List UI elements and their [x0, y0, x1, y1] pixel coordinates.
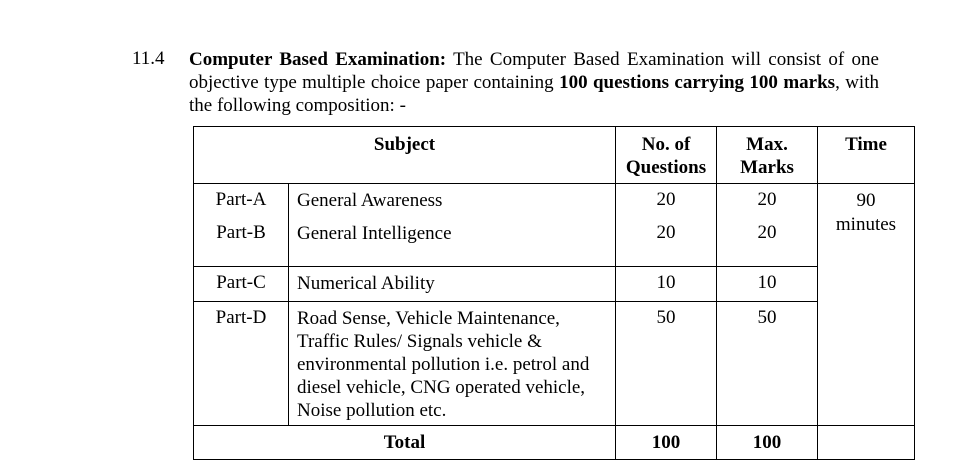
time-unit: minutes: [835, 214, 897, 235]
row-questions: 50: [616, 302, 717, 426]
table-row: [194, 184, 915, 217]
paragraph-bold-1: 100 questions carrying 100 marks: [559, 72, 836, 93]
paragraph-text-1: The Computer Based Examination will consist of one objective type multiple choice paper containing: [189, 49, 879, 93]
header-questions-line2: Questions: [625, 157, 707, 178]
time-cell: [818, 184, 915, 426]
section-number: 11.4: [132, 48, 165, 69]
row-questions: 20: [616, 217, 717, 267]
row-questions: 20: [616, 184, 717, 217]
header-marks: [717, 127, 818, 184]
total-label: Total: [194, 426, 616, 460]
header-questions: [616, 127, 717, 184]
total-time: [818, 426, 915, 460]
total-marks: 100: [717, 426, 818, 460]
row-part: Part-C: [194, 267, 289, 302]
row-marks: 20: [717, 217, 818, 267]
table-row: [194, 302, 915, 426]
row-subject: Numerical Ability: [289, 267, 616, 302]
composition-table: [193, 126, 915, 460]
header-subject: Subject: [194, 127, 616, 184]
table-row: [194, 217, 915, 267]
row-marks: 10: [717, 267, 818, 302]
total-questions: 100: [616, 426, 717, 460]
row-subject: General Intelligence: [289, 217, 616, 267]
row-part: Part-D: [194, 302, 289, 426]
section-paragraph: [189, 48, 879, 117]
row-questions: 10: [616, 267, 717, 302]
header-time: Time: [818, 127, 915, 184]
header-marks-line1: Max.: [746, 134, 788, 155]
row-subject: General Awareness: [289, 184, 616, 217]
table-row: [194, 267, 915, 302]
row-marks: 20: [717, 184, 818, 217]
row-marks: 50: [717, 302, 818, 426]
table-header-row: [194, 127, 915, 184]
header-marks-line2: Marks: [740, 157, 794, 178]
section-heading: Computer Based Examination:: [189, 49, 447, 70]
paragraph-text-2: , with the following composition: -: [189, 72, 879, 116]
row-subject: Road Sense, Vehicle Maintenance, Traffic Rules/ Signals vehicle & environmental pollution i.e. petrol and diesel vehicle, CNG operated vehicle, Noise pollution etc.: [289, 302, 616, 426]
row-part: Part-A: [194, 184, 289, 217]
time-value: 90: [856, 190, 876, 211]
row-part: Part-B: [194, 217, 289, 267]
total-row: [194, 426, 915, 460]
header-questions-line1: No. of: [641, 134, 691, 155]
